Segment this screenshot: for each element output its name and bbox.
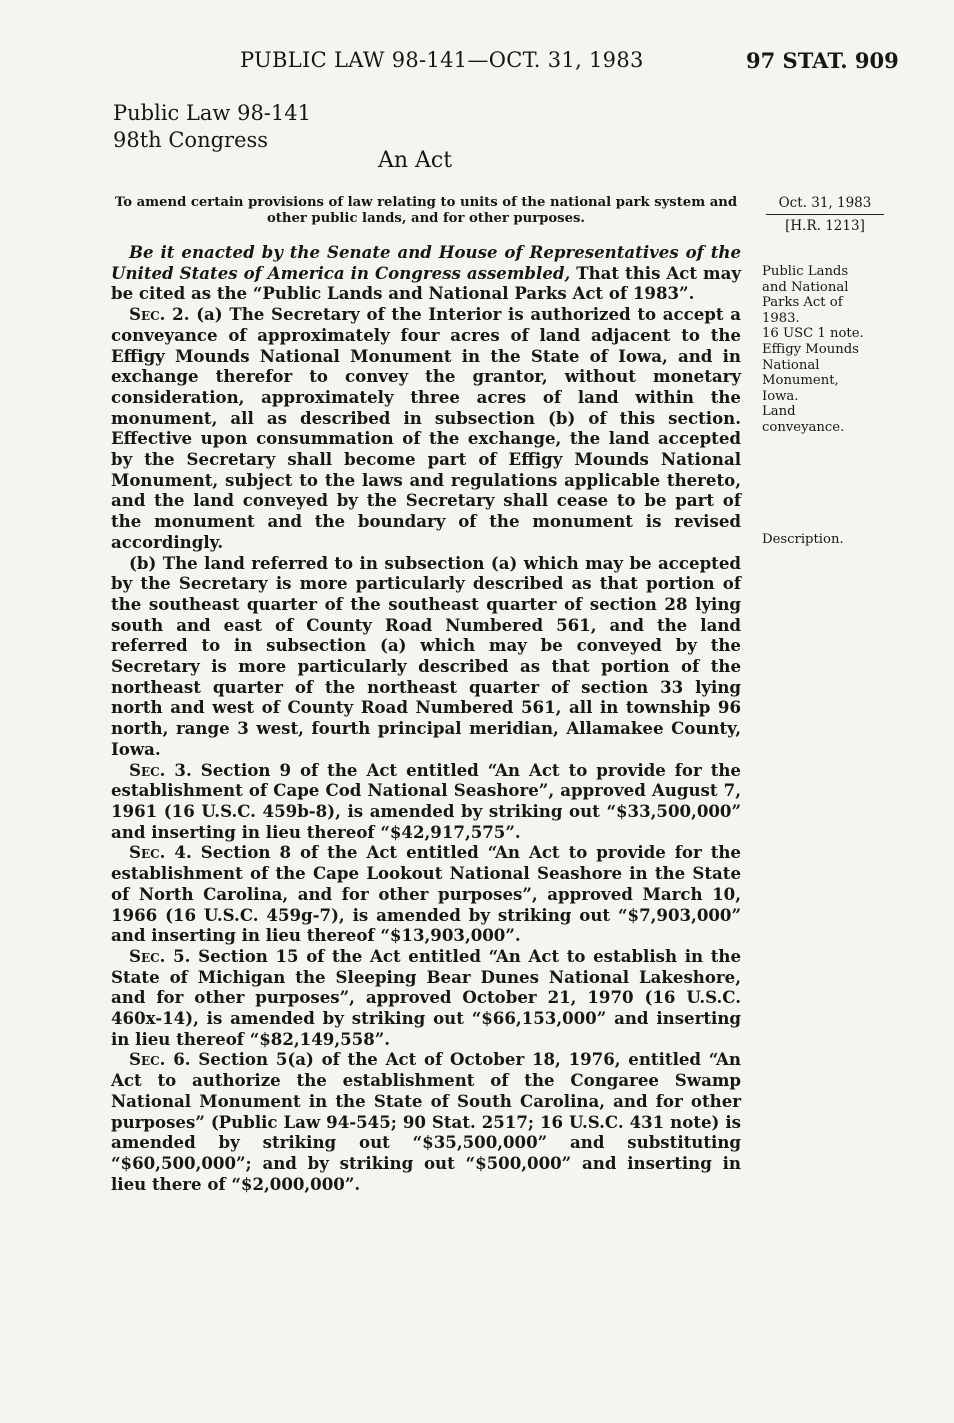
margin-note-line: Monument,: [762, 373, 839, 389]
running-head: PUBLIC LAW 98-141—OCT. 31, 1983: [240, 48, 644, 72]
margin-note-line: National: [762, 357, 820, 373]
margin-note-line: Public Lands: [762, 264, 849, 279]
sidebar-date-block: [766, 194, 884, 235]
section-text: (a) The Secretary of the Interior is authorized to accept a conveyance of approximately four acres of land adjacent to the Effigy Mounds National Monument in the State of Iowa, and in exchange therefor to convey the grantor, without monetary consideration, approximately three acres of land within the monument, all as described in subsection (b) of this section. Effective upon consummation of the exchange, the land accepted by the Secretary shall become part of Effigy Mounds National Monument, subject to the laws and regulations applicable thereto, and the land conveyed by the Secretary shall cease to be part of the monument and the boundary of the monument is revised accordingly.: [111, 304, 742, 552]
margin-note-line: and National: [762, 279, 849, 295]
section-label: Sec. 2.: [129, 304, 190, 325]
section-label: Sec. 4.: [129, 842, 192, 863]
margin-note-line: Iowa.: [762, 388, 799, 404]
divider: [766, 214, 884, 215]
section-text: That this Act may be cited as the “Public Lands and National Parks Act of 1983”.: [111, 262, 741, 304]
enactment-date: Oct. 31, 1983: [778, 195, 872, 211]
margin-note-description: [762, 532, 887, 548]
congress-number: 98th Congress: [113, 128, 269, 152]
section-3: [111, 760, 741, 843]
section-4: [111, 842, 741, 946]
section-2a: [111, 304, 741, 552]
law-identifier: [113, 100, 311, 154]
margin-note-line: Description.: [762, 532, 844, 547]
margin-note-line: Effigy Mounds: [762, 341, 859, 357]
section-text: Section 5(a) of the Act of October 18, 1976, entitled “An Act to authorize the establishment of the Congaree Swamp National Monument in the State of South Carolina, and for other purposes” (Public Law 94-545; 90 Stat. 2517; 16 U.S.C. 431 note) is amended by striking out “$35,500,000” and substituting “$60,500,000”; and by striking out “$500,000” and inserting in lieu there of “$2,000,000”.: [111, 1049, 741, 1194]
margin-note-line: conveyance.: [762, 419, 845, 435]
statute-reference: 97 STAT. 909: [746, 48, 899, 73]
section-6: [111, 1049, 741, 1194]
act-heading: An Act: [377, 148, 453, 173]
section-label: Sec. 5.: [129, 945, 191, 966]
section-label: Sec. 6.: [129, 1049, 191, 1070]
margin-note-short-title: [762, 264, 887, 436]
section-1: [111, 242, 741, 304]
law-number: Public Law 98-141: [113, 101, 311, 125]
bill-number: [H.R. 1213]: [785, 218, 865, 234]
margin-note-line: 16 USC 1 note.: [762, 326, 864, 342]
purpose-statement: To amend certain provisions of law relating to units of the national park system and other public lands, and for other purposes.: [114, 195, 738, 226]
margin-note-line: Parks Act of: [762, 295, 843, 311]
margin-note-line: Land: [762, 404, 796, 420]
section-text: Section 9 of the Act entitled “An Act to provide for the establishment of Cape Cod National Seashore”, approved August 7, 1961 (16 U.S.C. 459b-8), is amended by striking out “$33,500,000” and inserting in lieu thereof “$42,917,575”.: [111, 759, 741, 842]
section-label: Sec. 3.: [129, 759, 192, 780]
section-2b: (b) The land referred to in subsection (a) which may be accepted by the Secretary is more particularly described as that portion of the southeast quarter of the southeast quarter of section 28 lying south and east of County Road Numbered 561, and the land referred to in subsection (a) which may be conveyed by the Secretary is more particularly described as that portion of the northeast quarter of the northeast quarter of section 33 lying north and west of County Road Numbered 561, all in township 96 north, range 3 west, fourth principal meridian, Allamakee County, Iowa.: [111, 552, 741, 759]
act-body: [111, 242, 741, 1194]
section-text: Section 8 of the Act entitled “An Act to provide for the establishment of the Cape Lookout National Seashore in the State of North Carolina, and for other purposes”, approved March 10, 1966 (16 U.S.C. 459g-7), is amended by striking out “$7,903,000” and inserting in lieu thereof “$13,903,000”.: [111, 842, 741, 946]
enacting-clause: Be it enacted by the Senate and House of Representatives of the United States of America in Congress assembled,: [111, 242, 741, 283]
margin-note-line: 1983.: [762, 310, 800, 326]
section-text: Section 15 of the Act entitled “An Act to establish in the State of Michigan the Sleeping Bear Dunes National Lakeshore, and for other purposes”, approved October 21, 1970 (16 U.S.C. 460x-14), is amended by striking out “$66,153,000” and inserting in lieu thereof “$82,149,558”.: [111, 945, 742, 1049]
section-5: [111, 946, 741, 1050]
